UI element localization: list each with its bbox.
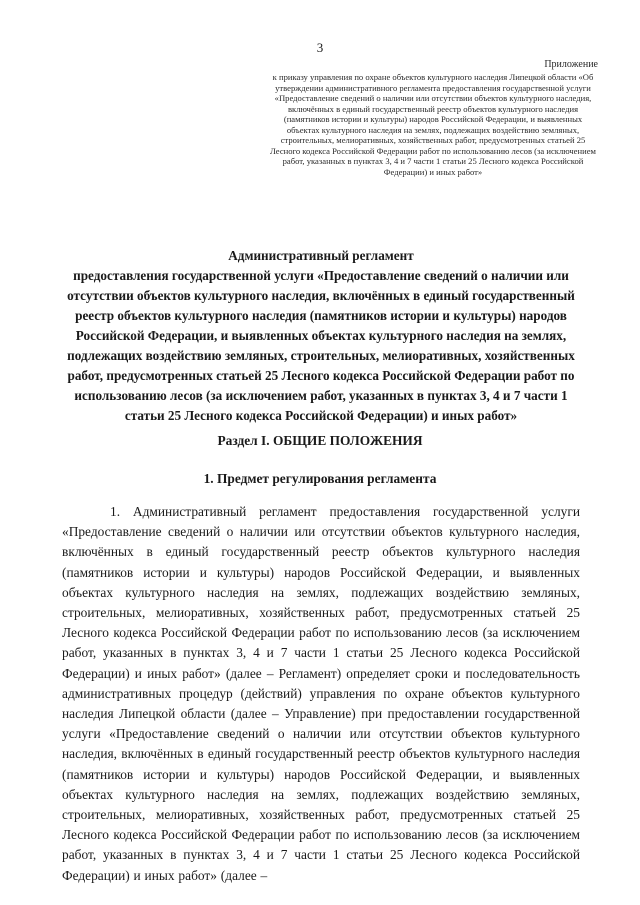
page-number: 3 — [316, 40, 324, 55]
document-title-rest: предоставления государственной услуги «Предоставление сведений о наличии или отсутствии объектов культурного наследия, включённых в единый государственный реестр объектов культурного наследия (памятников истории и культуры) народов Российской Федерации, и выявленных объектах культурного наследия на землях, подлежащих воздействию земляных, строительных, мелиоративных, хозяйственных работ, предусмотренных статьей 25 Лесного кодекса Российской Федерации работ по использованию лесов (за исключением работ, указанных в пунктах 3, 4 и 7 части 1 статьи 25 Лесного кодекса Российской Федерации) и иных работ» — [67, 268, 575, 423]
appendix-block — [268, 58, 598, 177]
document-title — [62, 246, 580, 426]
body-paragraph-1: 1. Административный регламент предоставления государственной услуги «Предоставление сведений о наличии или отсутствии объектов культурного наследия, включённых в единый государственный реестр объектов культурного наследия (памятников истории и культуры) народов Российской Федерации, и выявленных объектах культурного наследия на землях, подлежащих воздействию земляных, строительных, мелиоративных, хозяйственных работ, предусмотренных статьей 25 Лесного кодекса Российской Федерации работ по использованию лесов (за исключением работ, указанных в пунктах 3, 4 и 7 части 1 статьи 25 Лесного кодекса Российской Федерации) и иных работ» (далее – Регламент) определяет сроки и последовательность административных процедур (действий) управления по охране объектов культурного наследия Липецкой области (далее – Управление) при предоставлении государственной услуги «Предоставление сведений о наличии или отсутствии объектов культурного наследия, включённых в единый государственный реестр объектов культурного наследия (памятников истории и культуры) народов Российской Федерации, и выявленных объектах культурного наследия на землях, подлежащих воздействию земляных, строительных, мелиоративных, хозяйственных работ, предусмотренных статьей 25 Лесного кодекса Российской Федерации работ по использованию лесов (за исключением работ, указанных в пунктах 3, 4 и 7 части 1 статьи 25 Лесного кодекса Российской Федерации) и иных работ» (далее – — [62, 504, 580, 883]
appendix-text: к приказу управления по охране объектов культурного наследия Липецкой области «Об утверждении административного регламента предоставления государственной услуги «Предоставление сведений о наличии или отсутствии объектов культурного наследия, включённых в единый государственный реестр объектов культурного наследия (памятников истории и культуры) народов Российской Федерации, и выявленных объектах культурного наследия на землях, подлежащих воздействию земляных, строительных, мелиоративных, хозяйственных работ, предусмотренных статьей 25 Лесного кодекса Российской Федерации работ по использованию лесов (за исключением работ, указанных в пунктах 3, 4 и 7 части 1 статьи 25 Лесного кодекса Российской Федерации) и иных работ» — [270, 72, 596, 177]
appendix-title: Приложение — [544, 59, 598, 70]
section-heading: Раздел I. ОБЩИЕ ПОЛОЖЕНИЯ — [217, 433, 423, 448]
subsection-heading: 1. Предмет регулирования регламента — [203, 471, 437, 486]
document-title-line1: Административный регламент — [228, 248, 414, 263]
